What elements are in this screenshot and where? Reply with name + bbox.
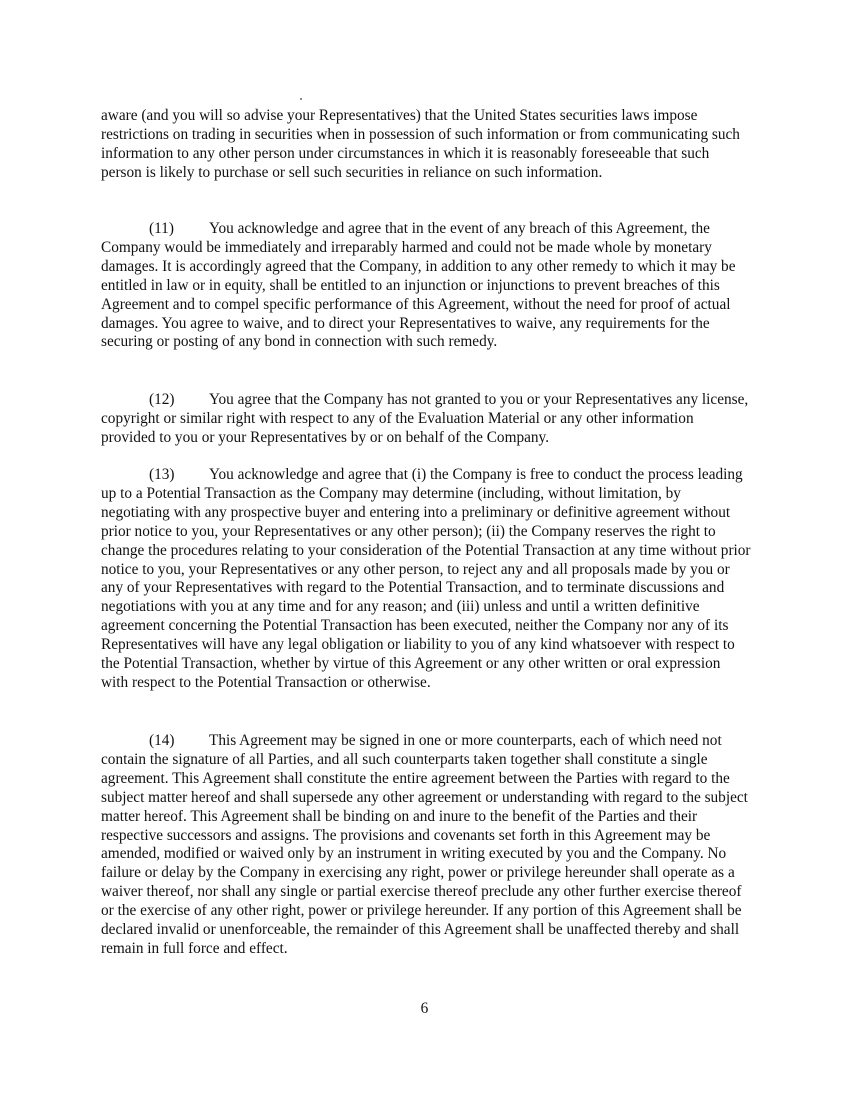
section-11-paragraph xyxy=(101,220,751,352)
section-12-text: You agree that the Company has not granted to you or your Representatives any license, copyright or similar right with respect to any of the Evaluation Material or any other information provided to you or your Representatives by or on behalf of the Company. xyxy=(101,391,749,446)
section-14-paragraph xyxy=(101,732,751,959)
section-11-number: (11) xyxy=(149,220,174,237)
section-12-number: (12) xyxy=(149,391,175,408)
section-11-text: You acknowledge and agree that in the event of any breach of this Agreement, the Company would be immediately and irreparably harmed and could not be made whole by monetary damages. It is accordingly agreed that the Company, in addition to any other remedy to which it may be entitled in law or in equity, shall be entitled to an injunction or injunctions to prevent breaches of this Agreement and to compel specific performance of this Agreement, without the need for proof of actual damages. You agree to waive, and to direct your Representatives to waive, any requirements for the securing or posting of any bond in connection with such remedy. xyxy=(101,220,736,351)
section-13-text: You acknowledge and agree that (i) the Company is free to conduct the process leading up to a Potential Transaction as the Company may determine (including, without limitation, by negotiating with any prospective buyer and entering into a preliminary or definitive agreement without prior notice to you, your Representatives or any other person); (ii) the Company reserves the right to change the procedures relating to your consideration of the Potential Transaction at any time without prior notice to you, your Representatives or any other person, to reject any and all proposals made by you or any of your Representatives with regard to the Potential Transaction, and to terminate discussions and negotiations with you at any time and for any reason; and (iii) unless and until a written definitive agreement concerning the Potential Transaction has been executed, neither the Company nor any of its Representatives will have any legal obligation or liability to you of any kind whatsoever with respect to the Potential Transaction, whether by virtue of this Agreement or any other written or oral expression with respect to the Potential Transaction or otherwise. xyxy=(101,466,751,691)
section-13-paragraph xyxy=(101,466,751,693)
section-12-paragraph xyxy=(101,391,751,448)
scan-speck xyxy=(300,98,302,100)
section-13-number: (13) xyxy=(149,466,175,483)
page-number: 6 xyxy=(420,1000,429,1017)
continuation-paragraph: aware (and you will so advise your Representatives) that the United States securities laws impose restrictions on trading in securities when in possession of such information or from communicating such information to any other person under circumstances in which it is reasonably foreseeable that such person is likely to purchase or sell such securities in reliance on such information. xyxy=(101,107,740,181)
section-14-number: (14) xyxy=(149,732,175,749)
section-14-text: This Agreement may be signed in one or more counterparts, each of which need not contain the signature of all Parties, and all such counterparts taken together shall constitute a single agreement. This Agreement shall constitute the entire agreement between the Parties with regard to the subject matter hereof and shall supersede any other agreement or understanding with regard to the subject matter hereof. This Agreement shall be binding on and inure to the benefit of the Parties and their respective successors and assigns. The provisions and covenants set forth in this Agreement may be amended, modified or waived only by an instrument in writing executed by you and the Company. No failure or delay by the Company in exercising any right, power or privilege hereunder shall operate as a waiver thereof, nor shall any single or partial exercise thereof preclude any other further exercise thereof or the exercise of any other right, power or privilege hereunder. If any portion of this Agreement shall be declared invalid or unenforceable, the remainder of this Agreement shall be unaffected thereby and shall remain in full force and effect. xyxy=(101,732,748,957)
